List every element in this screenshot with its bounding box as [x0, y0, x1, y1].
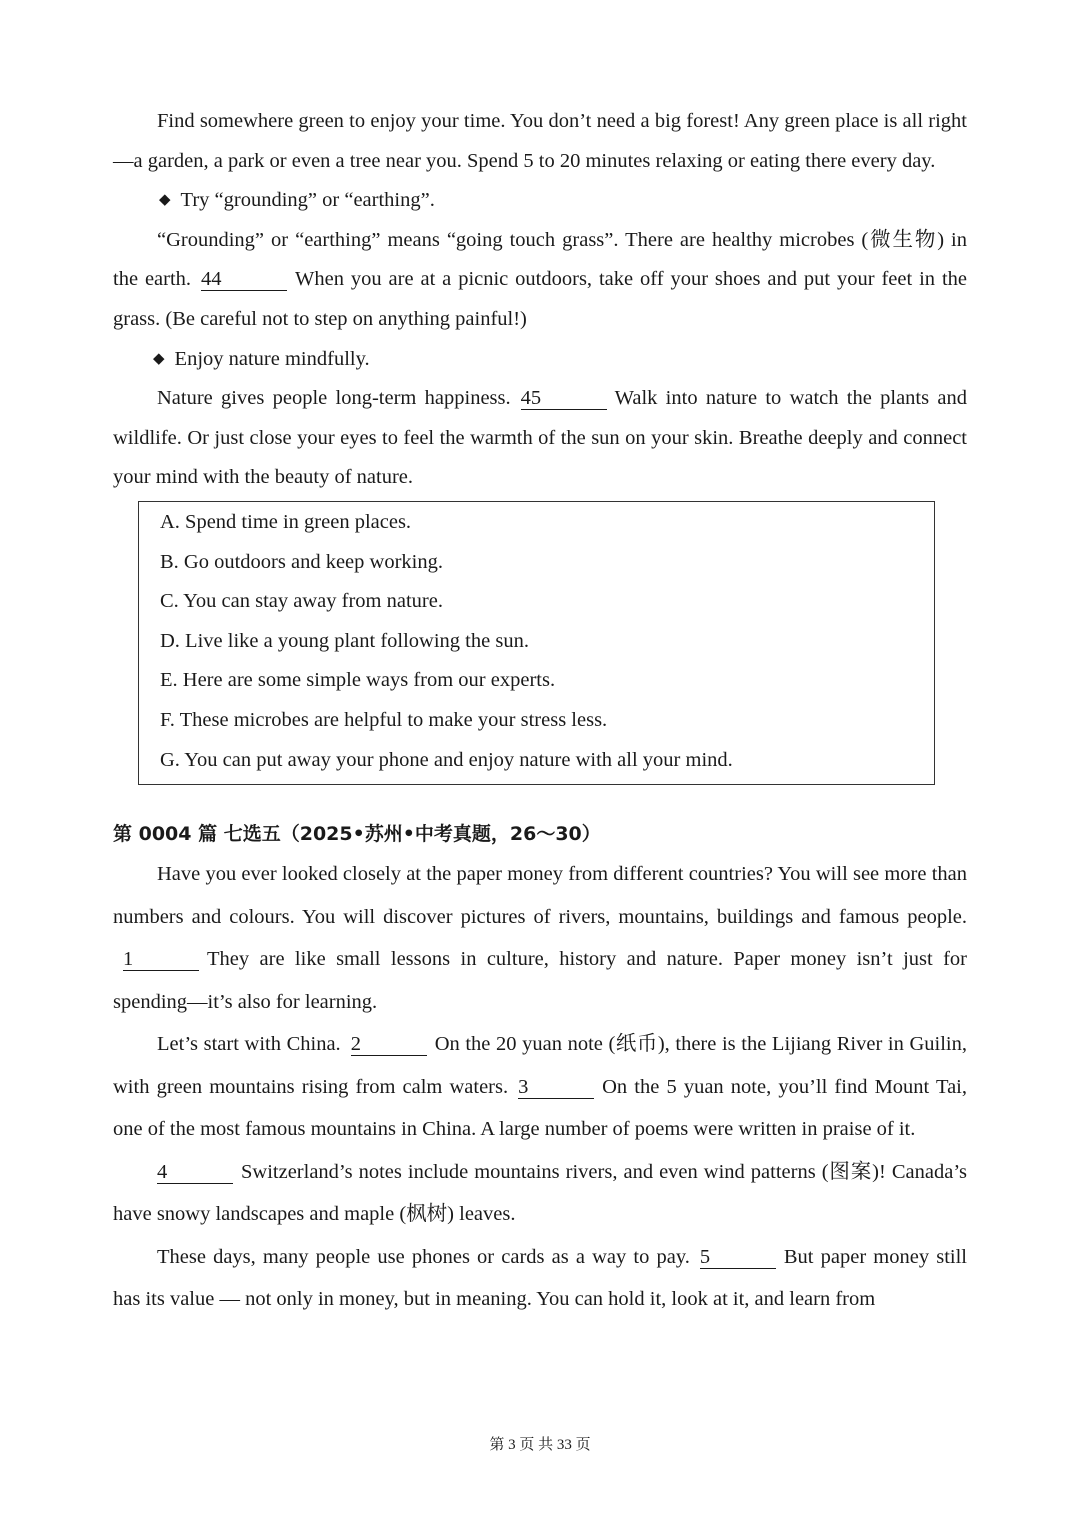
answer-blank-45: 45: [521, 387, 607, 410]
answer-blank-4: 4: [157, 1161, 233, 1184]
paragraph-nature-text-a: Nature gives people long-term happiness.: [157, 387, 511, 410]
paragraph-other-countries-text: Switzerland’s notes include mountains rivers, and even wind patterns (图案)! Canada’s have snowy landscapes and maple (枫树) leaves.: [113, 1160, 967, 1226]
paragraph-grounding: [113, 221, 967, 340]
paragraph-money-intro: [113, 853, 967, 1023]
answer-blank-2: 2: [351, 1033, 427, 1056]
option-d: D. Live like a young plant following the sun.: [160, 629, 529, 652]
option-g: G. You can put away your phone and enjoy nature with all your mind.: [160, 748, 733, 771]
paragraph-money-intro-text-a: Have you ever looked closely at the paper money from different countries? You will see more than numbers and colours. You will discover pictures of rivers, mountains, buildings and famous people.: [113, 863, 967, 928]
paragraph-china-text-c: On the 5 yuan note, you’ll find Mount Tai, one of the most famous mountains in China. A large number of poems were written in praise of it.: [113, 1075, 968, 1141]
document-page: [113, 102, 967, 1321]
option-a: A. Spend time in green places.: [160, 510, 412, 533]
paragraph-grounding-text-a: “Grounding” or “earthing” means “going touch grass”. There are healthy microbes (微生物) in the earth.: [113, 228, 967, 291]
bullet-grounding-text: Try “grounding” or “earthing”.: [180, 189, 435, 212]
option-c: C. You can stay away from nature.: [160, 590, 443, 613]
diamond-bullet-icon: ◆: [159, 192, 171, 209]
paragraph-nature: [113, 379, 967, 498]
answer-blank-1: 1: [123, 948, 199, 971]
paragraph-these-days-text-a: These days, many people use phones or cards as a way to pay.: [157, 1245, 690, 1268]
paragraph-china-text-a: Let’s start with China.: [157, 1033, 341, 1056]
paragraph-grounding-text-b: When you are at a picnic outdoors, take off your shoes and put your feet in the grass. (Be careful not to step on anything painful!): [113, 268, 967, 330]
paragraph-these-days: [113, 1236, 967, 1321]
bullet-mindful-text: Enjoy nature mindfully.: [174, 347, 370, 370]
passage-paper-money: [113, 853, 967, 1321]
bullet-mindful: [113, 340, 967, 380]
paragraph-china-text-b: On the 20 yuan note (纸币), there is the Lijiang River in Guilin, with green mountains rising from calm waters.: [113, 1033, 967, 1098]
options-box: [138, 501, 935, 785]
paragraph-nature-text-b: Walk into nature to watch the plants and wildlife. Or just close your eyes to feel the warmth of the sun on your skin. Breathe deeply and connect your mind with the beauty of nature.: [113, 387, 967, 489]
paragraph-other-countries: [113, 1151, 967, 1236]
option-f: F. These microbes are helpful to make your stress less.: [160, 708, 608, 731]
paragraph-china: [113, 1023, 967, 1151]
section-heading: 第 0004 篇 七选五（2025•苏州•中考真题，26～30）: [113, 823, 601, 846]
bullet-grounding: [113, 181, 967, 221]
page-footer: 第 3 页 共 33 页: [489, 1437, 591, 1453]
answer-blank-5: 5: [700, 1246, 776, 1269]
option-e: E. Here are some simple ways from our experts.: [160, 669, 556, 692]
paragraph-money-intro-text-b: They are like small lessons in culture, history and nature. Paper money isn’t just for spending—it’s also for learning.: [113, 948, 967, 1013]
paragraph-these-days-text-b: But paper money still has its value — not only in money, but in meaning. You can hold it, look at it, and learn from: [113, 1245, 967, 1311]
diamond-bullet-icon: ◆: [153, 350, 165, 367]
paragraph-green-place: Find somewhere green to enjoy your time. You don’t need a big forest! Any green place is all right—a garden, a park or even a tree near you. Spend 5 to 20 minutes relaxing or eating there every day.: [113, 110, 967, 172]
option-b: B. Go outdoors and keep working.: [160, 550, 443, 573]
answer-blank-44: 44: [201, 268, 287, 291]
answer-blank-3: 3: [518, 1076, 594, 1099]
